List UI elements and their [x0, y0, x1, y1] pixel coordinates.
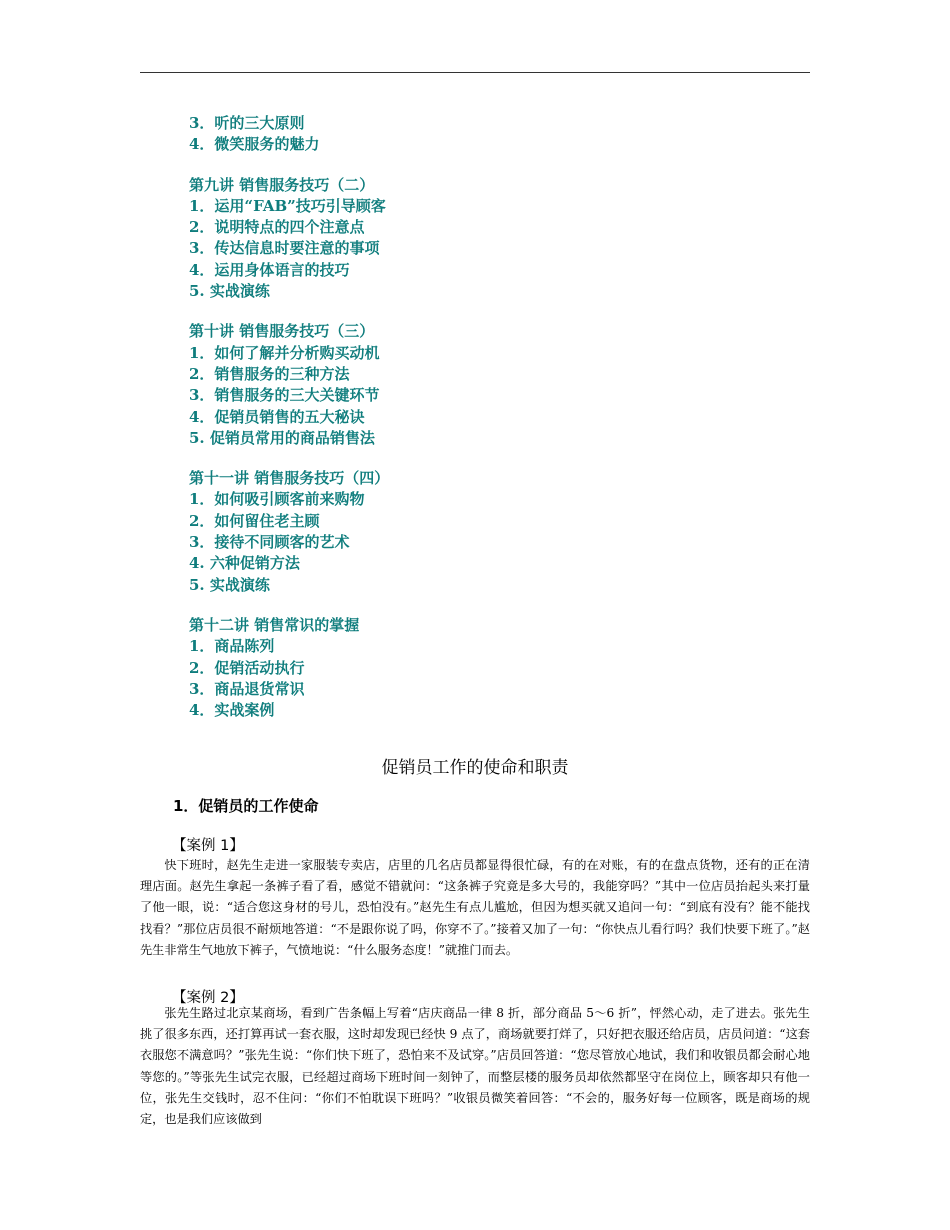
- toc-item: 5. 促销员常用的商品销售法: [189, 428, 375, 447]
- lecture-title: 第十讲 销售服务技巧（三）: [189, 322, 375, 341]
- toc-item: 3．听的三大原则: [189, 114, 305, 132]
- toc-item: 2．说明特点的四个注意点: [189, 218, 365, 237]
- toc-item: 1．如何吸引顾客前来购物: [189, 490, 365, 509]
- toc-item: 1．如何了解并分析购买动机: [189, 343, 380, 362]
- toc-item: 3．商品退货常识: [189, 679, 305, 698]
- toc-item: 1．商品陈列: [189, 637, 275, 656]
- table-of-contents: [189, 113, 789, 721]
- toc-item: 5. 实战演练: [189, 575, 270, 594]
- toc-item: 2．销售服务的三种方法: [189, 364, 350, 383]
- lecture-title: 第十二讲 销售常识的掌握: [189, 615, 360, 634]
- toc-item: 4．运用身体语言的技巧: [189, 260, 350, 279]
- toc-item: 4．实战案例: [189, 701, 275, 720]
- case-2-label: 【案例 2】: [172, 990, 244, 1006]
- toc-item: 3．接待不同顾客的艺术: [189, 533, 350, 552]
- toc-item: 1．运用“FAB”技巧引导顾客: [189, 196, 386, 215]
- lecture-title: 第十一讲 销售服务技巧（四）: [189, 469, 390, 488]
- toc-item: 5. 实战演练: [189, 282, 270, 301]
- case-2-text: 张先生路过北京某商场，看到广告条幅上写着“店庆商品一律 8 折，部分商品 5～6 折”，怦然心动，走了进去。张先生挑了很多东西，还打算再试一套衣服，这时却发现已经快 9 点了，商场就要打烊了，只好把衣服还给店员，店员问道：“这套衣服您不满意吗？”张先生说：“你们快下班了，恐怕来不及试穿。”店员回答道：“您尽管放心地试，我们和收银员都会耐心地等您的。”等张先生试完衣服，已经超过商场下班时间一刻钟了，而整层楼的服务员却依然都坚守在岗位上，顾客却只有他一位，张先生交钱时，忍不住问：“你们不怕耽误下班吗？”收银员微笑着回答：“不会的，服务好每一位顾客，既是商场的规定，也是我们应该做到: [140, 1006, 810, 1127]
- header-rule: [140, 72, 810, 73]
- case-1-label: 【案例 1】: [172, 838, 244, 854]
- section-title: 促销员工作的使命和职责: [381, 758, 569, 778]
- toc-item: 2．促销活动执行: [189, 658, 305, 677]
- lecture-title: 第九讲 销售服务技巧（二）: [189, 175, 375, 194]
- toc-item: 3．传达信息时要注意的事项: [189, 239, 380, 258]
- toc-item: 3．销售服务的三大关键环节: [189, 386, 380, 405]
- toc-item: 4. 六种促销方法: [189, 554, 300, 573]
- case-1-text: 快下班时，赵先生走进一家服装专卖店，店里的几名店员都显得很忙碌，有的在对账，有的在盘点货物，还有的正在清理店面。赵先生拿起一条裤子看了看，感觉不错就问：“这条裤子究竟是多大号的，我能穿吗？”其中一位店员抬起头来打量了他一眼，说：“适合您这身材的号儿，恐怕没有。”赵先生有点儿尴尬，但因为想买就又追问一句：“到底有没有？能不能找找看？”那位店员很不耐烦地答道：“不是跟你说了吗，你穿不了。”接着又加了一句：“你快点儿看行吗？我们快要下班了。”赵先生非常生气地放下裤子，气愤地说：“什么服务态度！”就推门而去。: [140, 858, 810, 957]
- toc-item: 2．如何留住老主顾: [189, 511, 320, 530]
- toc-item: 4．微笑服务的魅力: [189, 135, 320, 154]
- toc-item: 4．促销员销售的五大秘诀: [189, 407, 365, 426]
- section-subtitle: 1．促销员的工作使命: [173, 797, 319, 815]
